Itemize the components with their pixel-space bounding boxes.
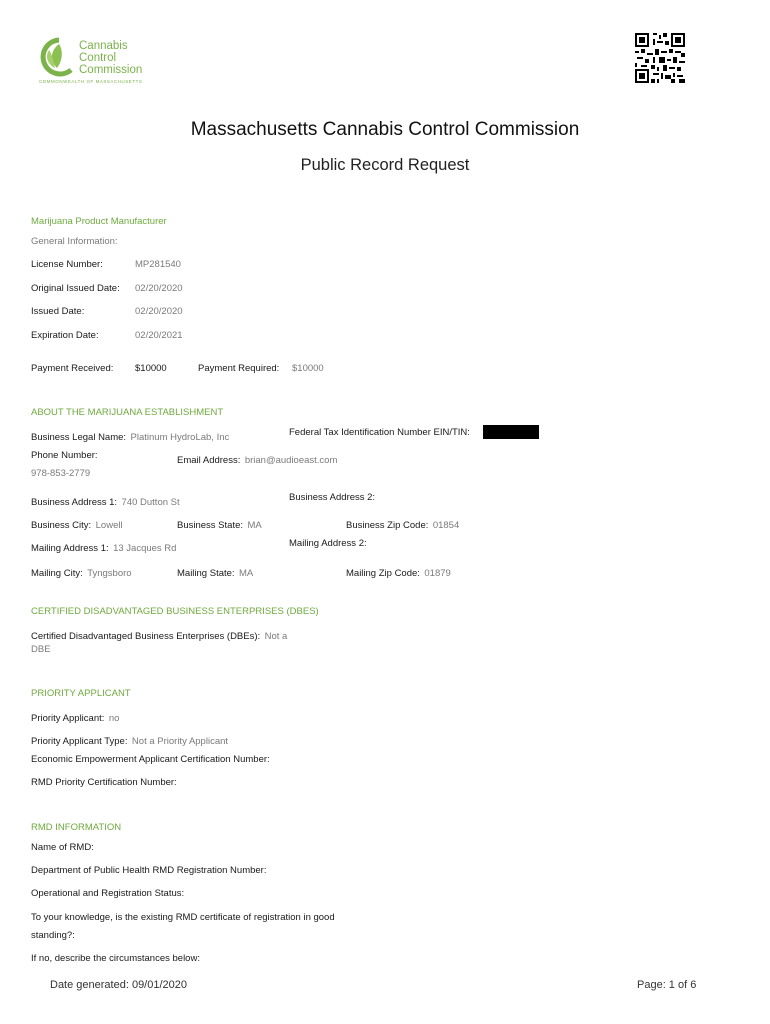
priority-type-row: [31, 731, 228, 749]
priority-type-value: Not a Priority Applicant: [131, 736, 229, 747]
legal-name-label: Business Legal Name:: [31, 432, 127, 443]
leaf-logo-icon: [37, 36, 75, 78]
priority-applicant-value: no: [108, 713, 120, 724]
business-address2-label: Business Address 2:: [289, 492, 376, 503]
license-type-heading: Marijuana Product Manufacturer: [31, 216, 167, 227]
payment-required-label: Payment Required:: [198, 363, 280, 374]
phone-value: 978-853-2779: [31, 468, 91, 479]
business-zip-label: Business Zip Code:: [346, 520, 429, 531]
email-row: [177, 450, 337, 468]
business-address1-value: 740 Dutton St: [121, 497, 180, 508]
mailing-city-row: [31, 563, 132, 581]
logo-line-1: Cannabis: [79, 40, 128, 52]
payment-received-value: $10000: [135, 363, 167, 374]
dbe-value-line2: DBE: [31, 644, 51, 655]
dbe-heading: CERTIFIED DISADVANTAGED BUSINESS ENTERPRISES (DBES): [31, 606, 319, 617]
good-standing-label-line1: To your knowledge, is the existing RMD certificate of registration in good: [31, 912, 335, 923]
business-zip-row: [346, 515, 459, 533]
mailing-state-row: [177, 563, 253, 581]
dbe-row: [31, 626, 287, 644]
business-city-value: Lowell: [95, 520, 123, 531]
priority-applicant-label: Priority Applicant:: [31, 713, 105, 724]
dbe-label: Certified Disadvantaged Business Enterprises (DBEs):: [31, 631, 261, 642]
phone-label: Phone Number:: [31, 450, 98, 461]
ein-redaction-block: [483, 425, 539, 439]
ccc-logo: [37, 36, 157, 86]
business-city-row: [31, 515, 123, 533]
page-title: Massachusetts Cannabis Control Commission: [190, 119, 580, 140]
mailing-state-label: Mailing State:: [177, 568, 235, 579]
business-state-row: [177, 515, 262, 533]
business-state-label: Business State:: [177, 520, 244, 531]
priority-type-label: Priority Applicant Type:: [31, 736, 128, 747]
priority-applicant-row: [31, 708, 119, 726]
page-subtitle: Public Record Request: [300, 156, 470, 174]
legal-name-value: Platinum HydroLab, Inc: [130, 432, 230, 443]
operational-status-label: Operational and Registration Status:: [31, 888, 185, 899]
ein-label: Federal Tax Identification Number EIN/TIN:: [289, 427, 470, 438]
mailing-state-value: MA: [239, 568, 254, 579]
date-generated: Date generated: 09/01/2020: [50, 979, 188, 991]
mailing-address2-label: Mailing Address 2:: [289, 538, 367, 549]
good-standing-label-line2: standing?:: [31, 930, 75, 941]
mailing-city-value: Tyngsboro: [87, 568, 132, 579]
priority-heading: PRIORITY APPLICANT: [31, 688, 131, 699]
mailing-address1-value: 13 Jacques Rd: [113, 543, 177, 554]
logo-tagline: COMMONWEALTH OF MASSACHUSETTS: [39, 79, 143, 84]
mailing-zip-row: [346, 563, 451, 581]
dph-registration-label: Department of Public Health RMD Registration Number:: [31, 865, 267, 876]
rmd-priority-label: RMD Priority Certification Number:: [31, 777, 177, 788]
email-label: Email Address:: [177, 455, 241, 466]
license-number-label: License Number:: [31, 259, 103, 270]
qr-code-icon: [635, 33, 685, 83]
rmd-name-label: Name of RMD:: [31, 842, 94, 853]
general-info-label: General Information:: [31, 236, 118, 247]
logo-line-3: Commission: [79, 64, 143, 76]
business-zip-value: 01854: [432, 520, 460, 531]
email-value: brian@audioeast.com: [244, 455, 338, 466]
original-issued-value: 02/20/2020: [135, 283, 183, 294]
issued-date-label: Issued Date:: [31, 306, 85, 317]
mailing-city-label: Mailing City:: [31, 568, 83, 579]
business-address1-label: Business Address 1:: [31, 497, 118, 508]
dbe-value-line1: Not a: [264, 631, 288, 642]
business-address1-row: [31, 492, 180, 510]
payment-required-value: $10000: [292, 363, 324, 374]
license-number-value: MP281540: [135, 259, 181, 270]
expiration-date-label: Expiration Date:: [31, 330, 99, 341]
mailing-zip-value: 01879: [424, 568, 451, 579]
legal-name-row: [31, 427, 229, 445]
logo-line-2: Control: [79, 52, 117, 64]
business-city-label: Business City:: [31, 520, 92, 531]
mailing-address1-label: Mailing Address 1:: [31, 543, 109, 554]
describe-circumstances-label: If no, describe the circumstances below:: [31, 953, 200, 964]
rmd-heading: RMD INFORMATION: [31, 822, 122, 833]
establishment-heading: ABOUT THE MARIJUANA ESTABLISHMENT: [31, 407, 224, 418]
payment-received-label: Payment Received:: [31, 363, 114, 374]
original-issued-label: Original Issued Date:: [31, 283, 120, 294]
page-number: Page: 1 of 6: [637, 979, 697, 991]
business-state-value: MA: [247, 520, 262, 531]
expiration-date-value: 02/20/2021: [135, 330, 183, 341]
mailing-zip-label: Mailing Zip Code:: [346, 568, 420, 579]
issued-date-value: 02/20/2020: [135, 306, 183, 317]
mailing-address1-row: [31, 538, 176, 556]
econ-empowerment-label: Economic Empowerment Applicant Certification Number:: [31, 754, 270, 765]
